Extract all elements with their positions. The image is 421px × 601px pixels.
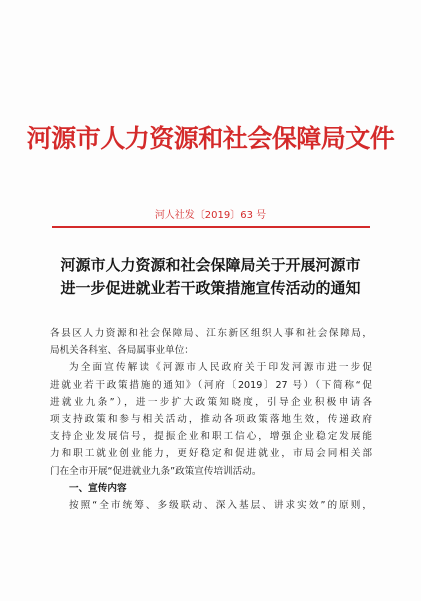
notice-title-line: 进一步促进就业若干政策措施宣传活动的通知 <box>60 279 361 297</box>
paragraph-line: 支持企业发展信号，提振企业和职工信心，增强企业稳定发展能 <box>50 431 372 443</box>
paragraph-line: 进就业若干政策措施的通知》（河府〔2019〕27 号）（下简称“促 <box>50 379 372 391</box>
issuer-title: 河源市人力资源和社会保障局文件 <box>26 124 395 153</box>
paragraph-line: 为全面宣传解读《河源市人民政府关于印发河源市进一步促 <box>69 362 372 374</box>
document-number: 河人社发〔2019〕63 号 <box>154 210 267 221</box>
section-heading: 一、宣传内容 <box>69 482 127 494</box>
notice-title-line: 河源市人力资源和社会保障局关于开展河源市 <box>60 256 361 274</box>
paragraph-line: 进就业九条”），进一步扩大政策知晓度，引导企业积极申请各 <box>50 396 372 408</box>
addressee-line: 局机关各科室、各局属事业单位： <box>50 345 194 357</box>
red-divider-line <box>52 226 370 228</box>
paragraph-line: 力和职工就业创业能力，更好稳定和促进就业，市局会同相关部 <box>50 448 372 460</box>
paragraph-line: 按照“全市统筹、多级联动、深入基层、讲求实效”的原则， <box>69 499 372 511</box>
addressee-line: 各县区人力资源和社会保障局、江东新区组织人事和社会保障局， <box>50 328 372 339</box>
paragraph-line: 项支持政策和参与相关活动，推动各项政策落地生效，传递政府 <box>50 413 372 425</box>
paragraph-line: 门在全市开展“促进就业九条”政策宣传培训活动。 <box>50 465 262 477</box>
notice-body <box>50 325 372 514</box>
notice-title <box>40 254 381 300</box>
